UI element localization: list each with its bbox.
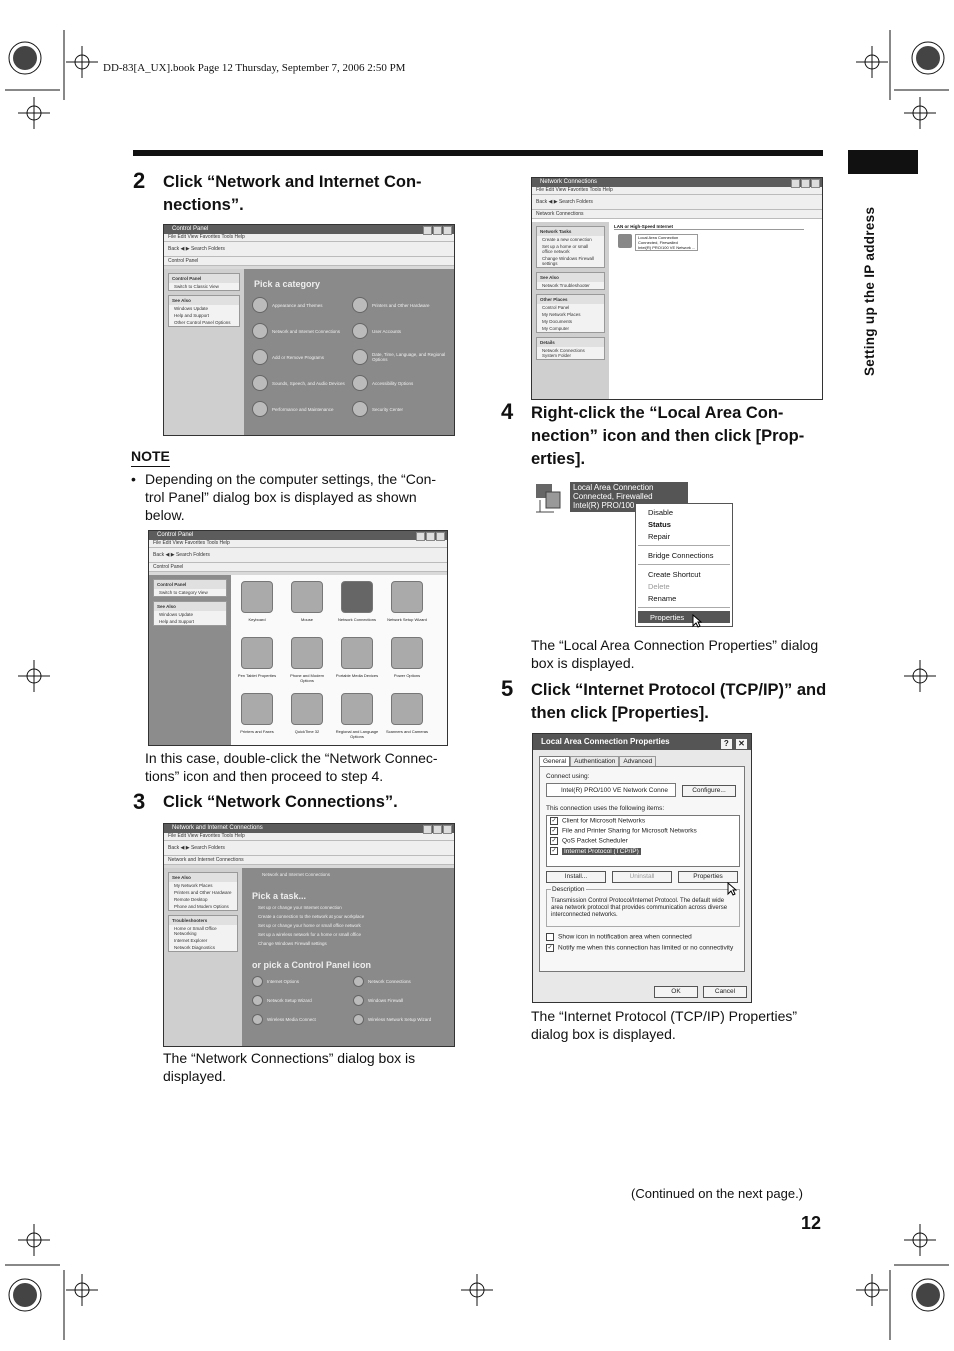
window-title: Control Panel bbox=[172, 226, 209, 232]
menu-bar: File Edit View Favorites Tools Help bbox=[149, 540, 447, 548]
see-also-box: See Also My Network Places Printers and Other Hardware Remote Desktop Phone and Modem Options bbox=[168, 872, 238, 911]
list-item-tcpip[interactable]: ✓ Internet Protocol (TCP/IP) bbox=[551, 847, 639, 855]
box-heading: See Also bbox=[169, 296, 239, 305]
see-also-link: Windows Update bbox=[159, 612, 194, 617]
menu-create-shortcut[interactable]: Create Shortcut bbox=[648, 569, 701, 579]
cp-icon: Regional and Language Options bbox=[335, 693, 379, 739]
header-rule bbox=[133, 150, 823, 156]
cp-icon-link: Network Connections bbox=[353, 976, 454, 987]
tab-authentication[interactable]: Authentication bbox=[570, 756, 619, 766]
toolbar: Back ◀ ▶ Search Folders bbox=[149, 548, 447, 563]
category-item: Performance and Maintenance bbox=[252, 401, 348, 417]
category-item: Printers and Other Hardware bbox=[352, 297, 448, 313]
task-pane bbox=[164, 868, 242, 1046]
list-item[interactable]: ✓ QoS Packet Scheduler bbox=[551, 837, 628, 845]
window-titlebar bbox=[164, 824, 454, 833]
dialog-titlebar bbox=[533, 734, 751, 750]
menu-properties[interactable]: Properties bbox=[638, 611, 730, 623]
menu-bar: File Edit View Favorites Tools Help bbox=[164, 234, 454, 242]
category-item: Date, Time, Language, and Regional Options bbox=[352, 349, 448, 365]
components-list bbox=[546, 815, 740, 867]
network-internet-connections-screenshot bbox=[163, 823, 455, 1047]
menu-bar: File Edit View Favorites Tools Help bbox=[532, 187, 822, 195]
menu-rename[interactable]: Rename bbox=[648, 593, 677, 603]
other-places-box: Other Places Control Panel My Network Places My Documents My Computer bbox=[536, 294, 605, 333]
address-bar: Control Panel bbox=[164, 257, 454, 266]
list-item[interactable]: ✓ File and Printer Sharing for Microsoft Networks bbox=[551, 827, 697, 835]
show-icon-option[interactable]: Show icon in notification area when connected bbox=[546, 933, 692, 941]
case-text: In this case, double-click the “Network Connec-tions” icon and then proceed to step 4. bbox=[145, 750, 438, 784]
category-item: Security Center bbox=[352, 401, 448, 417]
tab-general[interactable]: General bbox=[539, 756, 570, 766]
menu-bridge[interactable]: Bridge Connections bbox=[648, 550, 714, 560]
mouse-cursor-icon bbox=[692, 614, 702, 628]
task-link: Create a connection to the network at your workplace bbox=[258, 914, 365, 919]
address-bar: Network Connections bbox=[532, 210, 822, 219]
control-panel-category-screenshot bbox=[163, 224, 455, 436]
window-buttons bbox=[422, 825, 452, 838]
cp-icon-link: Wireless Network Setup Wizard bbox=[353, 1014, 454, 1025]
window-title: Network Connections bbox=[540, 179, 598, 185]
step-5-text: Click “Internet Protocol (TCP/IP)” and then click [Properties]. bbox=[531, 681, 827, 722]
cp-icon: Pen Tablet Properties bbox=[235, 637, 279, 678]
address-bar: Network and Internet Connections bbox=[164, 856, 454, 865]
see-also-link: Windows Update bbox=[174, 306, 209, 311]
window-titlebar bbox=[164, 225, 454, 234]
description-group bbox=[546, 886, 740, 927]
box-heading: Control Panel bbox=[169, 274, 239, 283]
uninstall-button: Uninstall bbox=[612, 871, 672, 883]
address-bar: Control Panel bbox=[149, 563, 447, 572]
see-also-link: Help and Support bbox=[159, 619, 195, 624]
category-item: Accessibility Options bbox=[352, 375, 448, 391]
cp-icon-link: Wireless Media Connect bbox=[252, 1014, 353, 1025]
menu-repair[interactable]: Repair bbox=[648, 531, 671, 541]
see-also-box bbox=[168, 295, 240, 327]
window-buttons bbox=[415, 532, 445, 545]
cp-icon-link: Network Setup Wizard bbox=[252, 995, 353, 1006]
description-label: Description bbox=[552, 886, 585, 893]
see-also-box bbox=[153, 601, 227, 626]
menu-separator bbox=[638, 564, 730, 565]
menu-delete: Delete bbox=[648, 581, 670, 591]
cp-icon: Power Options bbox=[385, 637, 429, 678]
switch-view-link: Switch to Classic View bbox=[174, 284, 219, 289]
toolbar: Back ◀ ▶ Search Folders bbox=[164, 841, 454, 856]
details-box: Details Network Connections System Folder bbox=[536, 337, 605, 360]
step-4-text: Right-click the “Local Area Con-nection” icon and then click [Prop-erties]. bbox=[531, 404, 805, 468]
category-item: Network and Internet Connections bbox=[252, 323, 348, 339]
properties-button[interactable]: Properties bbox=[678, 871, 738, 883]
category-item: User Accounts bbox=[352, 323, 448, 339]
box-heading: Troubleshooters bbox=[169, 916, 237, 925]
task-pane bbox=[149, 575, 231, 745]
task-link: Set up or change your Internet connection bbox=[258, 905, 342, 910]
step-4-number: 4 bbox=[501, 399, 514, 424]
box-heading: See Also bbox=[169, 873, 237, 882]
step-3-text: Click “Network Connections”. bbox=[163, 793, 398, 811]
group-header: LAN or High-Speed Internet bbox=[614, 224, 804, 230]
icon-grid bbox=[231, 575, 447, 745]
pick-task-heading: Pick a task... bbox=[252, 891, 307, 901]
see-also-link: Help and Support bbox=[174, 313, 210, 318]
ok-button[interactable]: OK bbox=[654, 986, 698, 998]
dialog-title: Local Area Connection Properties bbox=[541, 737, 670, 746]
window-buttons bbox=[790, 179, 820, 192]
window-title: Control Panel bbox=[157, 532, 194, 538]
window-title: Network and Internet Connections bbox=[172, 825, 263, 831]
cp-icon: Scanners and Cameras bbox=[385, 693, 429, 734]
cp-icon: QuickTime 32 bbox=[285, 693, 329, 734]
lan-connection-label: Local Area Connection Connected, Firewalled Intel(R) PRO/100 bbox=[570, 482, 688, 512]
install-button[interactable]: Install... bbox=[546, 871, 606, 883]
step-3-number: 3 bbox=[133, 789, 146, 814]
note-text: Depending on the computer settings, the “Con-trol Panel” dialog box is displayed as shown below. bbox=[145, 471, 437, 523]
category-pane bbox=[244, 269, 454, 435]
general-tab-panel bbox=[539, 766, 745, 972]
dialog-tabs bbox=[539, 756, 745, 766]
category-item: Appearance and Themes bbox=[252, 297, 348, 313]
file-header: DD-83[A_UX].book Page 12 Thursday, September 7, 2006 2:50 PM bbox=[103, 62, 406, 74]
lan-connection-icon bbox=[534, 478, 564, 514]
control-panel-classic-screenshot bbox=[148, 530, 448, 746]
description-text: Transmission Control Protocol/Internet Protocol. The default wide area network protocol that provides communication across diverse interconnected networks. bbox=[551, 898, 728, 918]
ctx-caption: The “Local Area Connection Properties” dialog box is displayed. bbox=[531, 637, 819, 671]
cp-icon-network-connections: Network Connections bbox=[335, 581, 379, 622]
nic-caption: The “Network Connections” dialog box is displayed. bbox=[163, 1050, 416, 1084]
context-menu bbox=[635, 503, 733, 627]
cp-icon: Printers and Faxes bbox=[235, 693, 279, 734]
task-link: Set up or change your home or small office network bbox=[258, 923, 361, 928]
troubleshooters-box: Troubleshooters Home or Small Office Networking Internet Explorer Network Diagnostics bbox=[168, 915, 238, 952]
cp-icon: Portable Media Devices bbox=[335, 637, 379, 678]
toolbar: Back ◀ ▶ Search Folders bbox=[164, 242, 454, 257]
switch-view-link: Switch to Category View bbox=[159, 590, 208, 595]
items-label: This connection uses the following items: bbox=[546, 805, 665, 812]
props-caption: The “Internet Protocol (TCP/IP) Properties” dialog box is displayed. bbox=[531, 1008, 798, 1042]
control-panel-box bbox=[168, 273, 240, 291]
network-tasks-box: Network Tasks Create a new connection Set up a home or small office network Change Windows Firewall settings bbox=[536, 226, 605, 268]
lan-properties-dialog bbox=[532, 733, 752, 1003]
toolbar: Back ◀ ▶ Search Folders bbox=[532, 195, 822, 210]
category-item: Add or Remove Programs bbox=[252, 349, 348, 365]
cancel-button[interactable]: Cancel bbox=[703, 986, 747, 998]
task-content-pane bbox=[242, 868, 454, 1046]
step-2-text: Click “Network and Internet Con-nections”. bbox=[163, 173, 422, 214]
tab-advanced[interactable]: Advanced bbox=[619, 756, 656, 766]
list-item[interactable]: ✓ Client for Microsoft Networks bbox=[551, 817, 646, 825]
category-item: Sounds, Speech, and Audio Devices bbox=[252, 375, 348, 391]
window-titlebar bbox=[149, 531, 447, 540]
window-buttons bbox=[422, 226, 452, 239]
local-area-connection-icon: Local Area Connection Connected, Firewalled Intel(R) PRO/100 VE Network ... bbox=[618, 234, 698, 251]
menu-separator bbox=[638, 545, 730, 546]
close-icon[interactable]: ✕ bbox=[735, 738, 748, 750]
task-link: Set up a wireless network for a home or small office bbox=[258, 932, 361, 937]
step-2-number: 2 bbox=[133, 168, 146, 193]
menu-bar: File Edit View Favorites Tools Help bbox=[164, 833, 454, 841]
connect-using-label: Connect using: bbox=[546, 773, 590, 780]
pick-category-heading: Pick a category bbox=[254, 279, 321, 289]
cp-icon-link: Windows Firewall bbox=[353, 995, 454, 1006]
task-link: Change Windows Firewall settings bbox=[258, 941, 327, 946]
step-5-number: 5 bbox=[501, 676, 514, 701]
cp-icon: Phone and Modem Options bbox=[285, 637, 329, 683]
cp-icon-link: Internet Options bbox=[252, 976, 353, 987]
mouse-cursor-icon bbox=[727, 882, 737, 896]
continued-note: (Continued on the next page.) bbox=[631, 1186, 804, 1201]
configure-button[interactable]: Configure... bbox=[682, 785, 736, 797]
cp-icon: Keyboard bbox=[235, 581, 279, 622]
adapter-field: Intel(R) PRO/100 VE Network Conne bbox=[546, 783, 676, 797]
banner: Network and Internet Connections bbox=[262, 872, 331, 877]
see-also-link: Other Control Panel Options bbox=[174, 320, 231, 325]
or-pick-heading: or pick a Control Panel icon bbox=[252, 960, 372, 970]
cp-icon: Network Setup Wizard bbox=[385, 581, 429, 622]
cp-icon: Mouse bbox=[285, 581, 329, 622]
task-pane bbox=[532, 222, 609, 399]
box-heading: Control Panel bbox=[154, 580, 226, 589]
note-label: NOTE bbox=[131, 448, 170, 467]
network-connections-screenshot bbox=[531, 177, 823, 400]
page-number: 12 bbox=[801, 1213, 822, 1233]
section-tab bbox=[848, 150, 918, 174]
task-pane bbox=[164, 269, 244, 435]
box-heading: See Also bbox=[154, 602, 226, 611]
dialog-title-buttons bbox=[720, 736, 748, 752]
notify-option[interactable]: ✓ Notify me when this connection has limited or no connectivity bbox=[547, 944, 734, 952]
side-tab-label: Setting up the IP address bbox=[862, 206, 877, 376]
see-also-box: See Also Network Troubleshooter bbox=[536, 272, 605, 290]
window-titlebar bbox=[532, 178, 822, 187]
side-tab-label-wrap bbox=[862, 180, 882, 380]
control-panel-box bbox=[153, 579, 227, 597]
menu-status[interactable]: Status bbox=[648, 519, 671, 529]
menu-separator bbox=[638, 607, 730, 608]
help-icon[interactable]: ? bbox=[720, 738, 733, 750]
menu-disable[interactable]: Disable bbox=[648, 507, 674, 517]
note-bullet: • bbox=[131, 471, 136, 487]
